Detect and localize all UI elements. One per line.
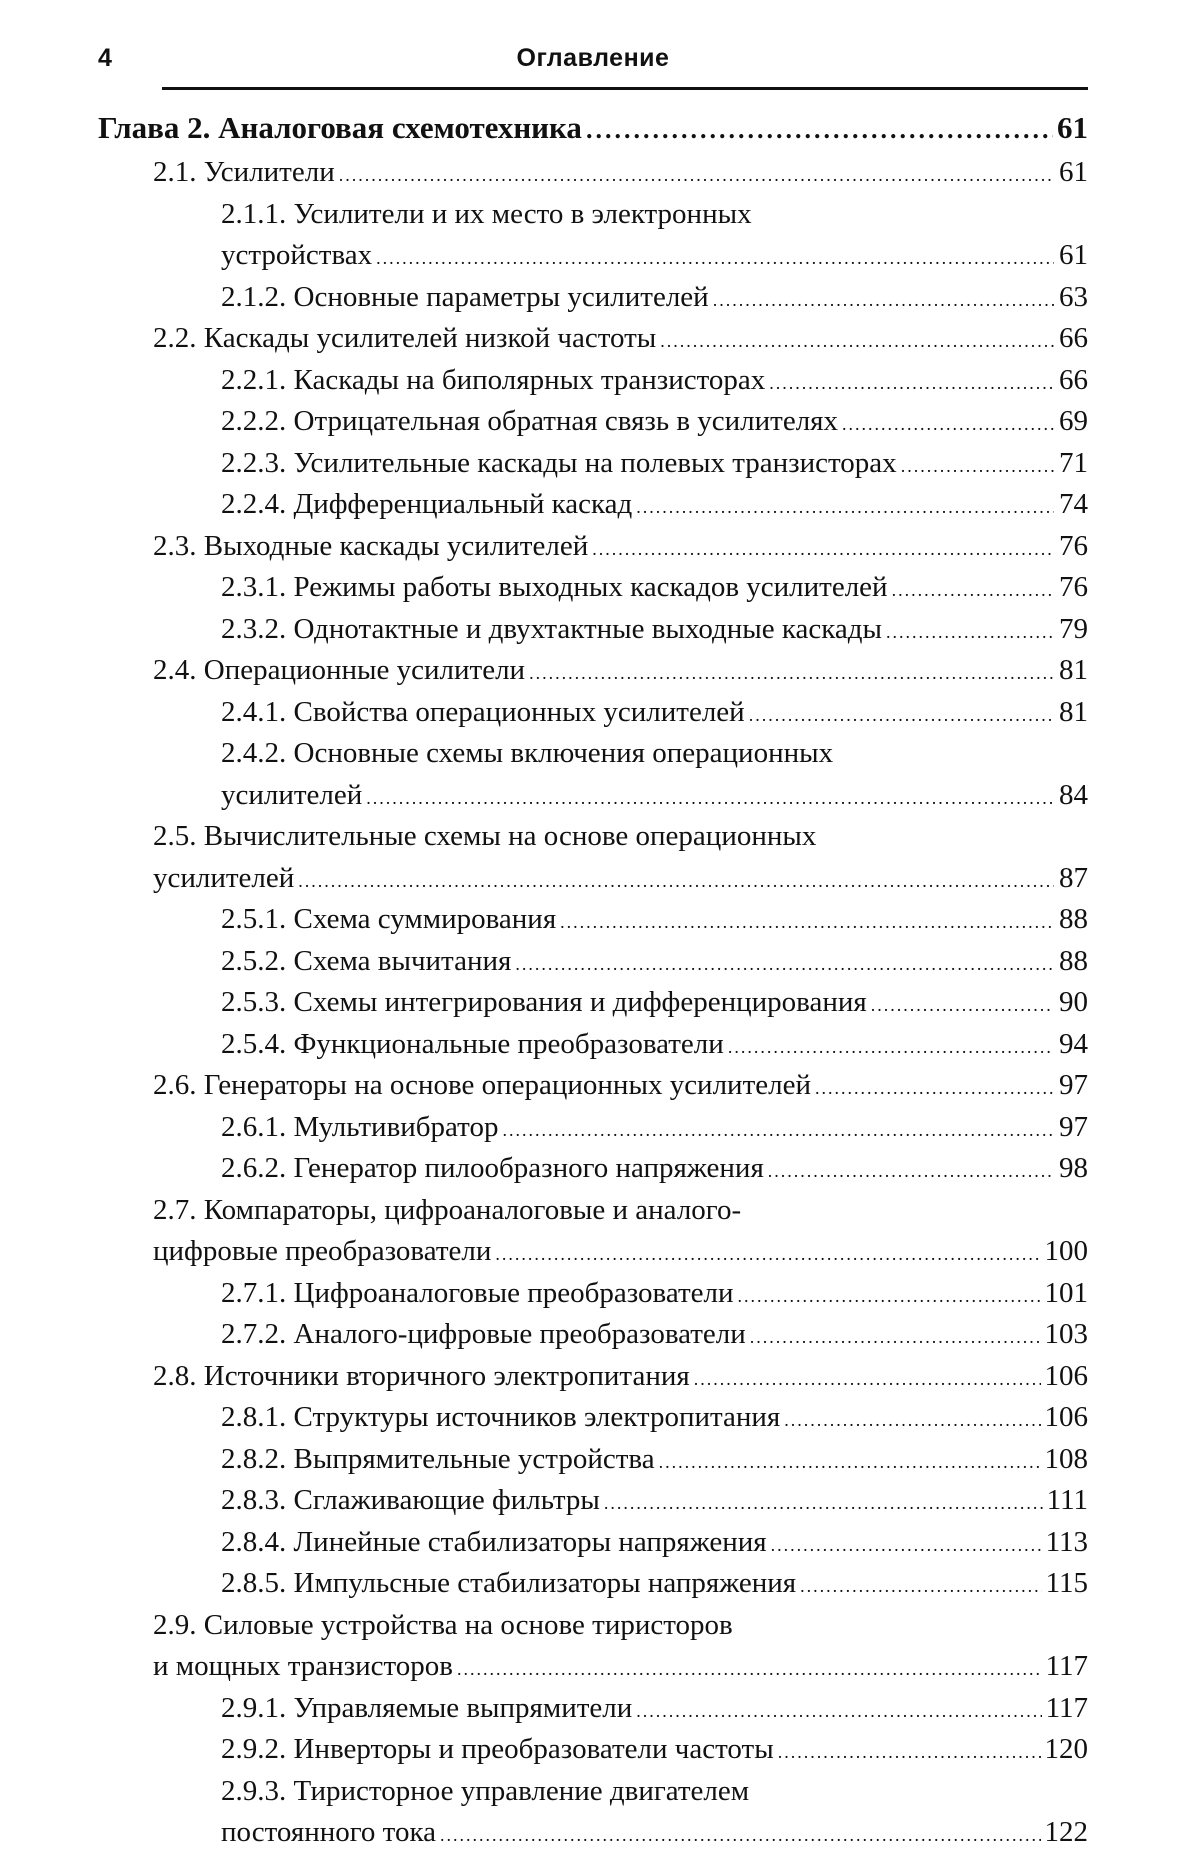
toc-page-number: 106 xyxy=(1045,1356,1089,1398)
toc-entry-label: 2.6.1. Мультивибратор xyxy=(221,1107,498,1149)
toc-page-number: 74 xyxy=(1058,484,1088,526)
toc-page-number: 66 xyxy=(1058,360,1088,402)
toc-page-number: 103 xyxy=(1045,1314,1089,1356)
toc-entry-label: Глава 2. Аналоговая схемотехника xyxy=(98,104,582,152)
toc-entry-label: 2.7.2. Аналого-цифровые преобразователи xyxy=(221,1314,746,1356)
toc-chapter-entry xyxy=(98,104,1088,152)
toc-page-number: 87 xyxy=(1058,858,1088,900)
toc-page-number: 122 xyxy=(1045,1812,1089,1854)
dot-leader xyxy=(778,1729,1041,1774)
dot-leader xyxy=(694,1356,1041,1401)
toc-entry xyxy=(98,277,1088,319)
toc-page-number: 113 xyxy=(1046,1522,1088,1564)
toc-entry xyxy=(98,1563,1088,1605)
toc-page-number: 106 xyxy=(1045,1397,1089,1439)
dot-leader xyxy=(339,152,1054,197)
dot-leader xyxy=(366,775,1054,820)
dot-leader xyxy=(769,360,1054,405)
toc-entry xyxy=(98,1605,1088,1647)
toc-entry xyxy=(98,1729,1088,1771)
toc-entry-label: 2.1.1. Усилители и их место в электронных xyxy=(221,194,752,236)
toc-page-number: 84 xyxy=(1058,775,1088,817)
dot-leader xyxy=(502,1107,1054,1152)
toc-entry-label: 2.2.4. Дифференциальный каскад xyxy=(221,484,632,526)
toc-entry-label: 2.9.2. Инверторы и преобразователи частоты xyxy=(221,1729,774,1771)
toc-page-number: 69 xyxy=(1058,401,1088,443)
header-rule xyxy=(162,87,1088,90)
toc-page-number: 90 xyxy=(1058,982,1088,1024)
dot-leader xyxy=(713,277,1054,322)
toc-entry xyxy=(98,1439,1088,1481)
toc-entry-label: 2.6.2. Генератор пилообразного напряжения xyxy=(221,1148,764,1190)
dot-leader xyxy=(749,692,1054,737)
toc-entry-label: 2.8.2. Выпрямительные устройства xyxy=(221,1439,655,1481)
toc-entry-label: 2.3. Выходные каскады усилителей xyxy=(153,526,588,568)
toc-entry-label: 2.8.4. Линейные стабилизаторы напряжения xyxy=(221,1522,767,1564)
toc-entry-label: усилителей xyxy=(153,858,294,900)
dot-leader xyxy=(750,1314,1041,1359)
dot-leader xyxy=(529,650,1054,695)
dot-leader xyxy=(495,1231,1040,1276)
toc-page-number: 81 xyxy=(1058,692,1088,734)
dot-leader xyxy=(800,1563,1041,1608)
toc-entry xyxy=(98,1356,1088,1398)
toc-page-number: 66 xyxy=(1058,318,1088,360)
toc-entry xyxy=(98,609,1088,651)
toc-entry-label: 2.5.2. Схема вычитания xyxy=(221,941,511,983)
toc-entry xyxy=(98,1190,1088,1232)
toc-entry-label: 2.1. Усилители xyxy=(153,152,335,194)
toc-entry-label: 2.2.3. Усилительные каскады на полевых транзисторах xyxy=(221,443,897,485)
toc-entry xyxy=(98,775,1088,817)
running-title: Оглавление xyxy=(98,44,1088,73)
toc-page-number: 61 xyxy=(1058,152,1088,194)
toc-entry-label: 2.4.2. Основные схемы включения операционных xyxy=(221,733,833,775)
dot-leader xyxy=(892,567,1054,612)
dot-leader xyxy=(768,1148,1054,1193)
toc-entry xyxy=(98,1314,1088,1356)
toc-entry-label: 2.9. Силовые устройства на основе тиристоров xyxy=(153,1605,733,1647)
dot-leader xyxy=(737,1273,1040,1318)
toc-entry xyxy=(98,1397,1088,1439)
toc-page-number: 61 xyxy=(1057,104,1088,152)
toc-entry-label: 2.7.1. Цифроаналоговые преобразователи xyxy=(221,1273,733,1315)
dot-leader xyxy=(660,318,1054,363)
toc-entry-label: 2.3.2. Однотактные и двухтактные выходные каскады xyxy=(221,609,882,651)
toc-entry-label: 2.2.2. Отрицательная обратная связь в усилителях xyxy=(221,401,838,443)
toc-entry-label: 2.1.2. Основные параметры усилителей xyxy=(221,277,709,319)
dot-leader xyxy=(886,609,1054,654)
toc-entry xyxy=(98,1480,1088,1522)
table-of-contents xyxy=(98,104,1088,1854)
toc-entry-label: 2.9.1. Управляемые выпрямители xyxy=(221,1688,632,1730)
dot-leader xyxy=(901,443,1054,488)
dot-leader xyxy=(604,1480,1043,1525)
toc-entry-label: 2.5.1. Схема суммирования xyxy=(221,899,556,941)
toc-page-number: 71 xyxy=(1058,443,1088,485)
toc-page-number: 97 xyxy=(1058,1065,1088,1107)
toc-page-number: 115 xyxy=(1046,1563,1088,1605)
toc-entry-label: 2.2.1. Каскады на биполярных транзисторах xyxy=(221,360,765,402)
toc-entry-label: и мощных транзисторов xyxy=(153,1646,453,1688)
dot-leader xyxy=(457,1646,1042,1691)
toc-page-number: 101 xyxy=(1045,1273,1089,1315)
toc-page-number: 117 xyxy=(1046,1646,1088,1688)
toc-entry-label: 2.7. Компараторы, цифроаналоговые и аналого- xyxy=(153,1190,741,1232)
dot-leader xyxy=(842,401,1054,446)
toc-entry xyxy=(98,1522,1088,1564)
toc-entry xyxy=(98,650,1088,692)
toc-entry xyxy=(98,484,1088,526)
toc-page-number: 88 xyxy=(1058,941,1088,983)
toc-entry-label: 2.8.3. Сглаживающие фильтры xyxy=(221,1480,600,1522)
dot-leader xyxy=(592,526,1054,571)
toc-entry xyxy=(98,1812,1088,1854)
toc-entry xyxy=(98,899,1088,941)
toc-entry xyxy=(98,941,1088,983)
toc-entry-label: 2.8.5. Импульсные стабилизаторы напряжения xyxy=(221,1563,796,1605)
toc-entry-label: 2.5.3. Схемы интегрирования и дифференцирования xyxy=(221,982,867,1024)
toc-entry xyxy=(98,1771,1088,1813)
dot-leader xyxy=(815,1065,1054,1110)
dot-leader xyxy=(586,104,1053,154)
dot-leader xyxy=(298,858,1054,903)
toc-entry xyxy=(98,733,1088,775)
toc-entry xyxy=(98,1107,1088,1149)
dot-leader xyxy=(376,235,1054,280)
toc-entry xyxy=(98,858,1088,900)
toc-entry xyxy=(98,567,1088,609)
dot-leader xyxy=(560,899,1054,944)
toc-entry xyxy=(98,194,1088,236)
toc-page-number: 61 xyxy=(1058,235,1088,277)
toc-entry-label: постоянного тока xyxy=(221,1812,436,1854)
toc-entry-label: 2.8.1. Структуры источников электропитания xyxy=(221,1397,780,1439)
toc-page-number: 97 xyxy=(1058,1107,1088,1149)
toc-page-number: 111 xyxy=(1047,1480,1088,1522)
dot-leader xyxy=(784,1397,1040,1442)
toc-entry xyxy=(98,318,1088,360)
toc-page-number: 76 xyxy=(1058,526,1088,568)
toc-entry xyxy=(98,152,1088,194)
toc-entry xyxy=(98,1273,1088,1315)
toc-entry xyxy=(98,1231,1088,1273)
toc-entry xyxy=(98,1148,1088,1190)
dot-leader xyxy=(440,1812,1041,1857)
toc-entry xyxy=(98,1065,1088,1107)
toc-entry-label: 2.8. Источники вторичного электропитания xyxy=(153,1356,690,1398)
page-number: 4 xyxy=(98,44,112,73)
toc-entry-label: усилителей xyxy=(221,775,362,817)
toc-entry-label: 2.3.1. Режимы работы выходных каскадов усилителей xyxy=(221,567,888,609)
toc-entry-label: 2.5.4. Функциональные преобразователи xyxy=(221,1024,724,1066)
toc-page-number: 100 xyxy=(1045,1231,1089,1273)
toc-entry-label: 2.9.3. Тиристорное управление двигателем xyxy=(221,1771,749,1813)
toc-page-number: 117 xyxy=(1046,1688,1088,1730)
toc-entry xyxy=(98,692,1088,734)
toc-page-number: 120 xyxy=(1045,1729,1089,1771)
toc-entry xyxy=(98,401,1088,443)
document-page xyxy=(0,0,1200,1858)
toc-entry-label: 2.2. Каскады усилителей низкой частоты xyxy=(153,318,656,360)
dot-leader xyxy=(771,1522,1042,1567)
toc-page-number: 63 xyxy=(1058,277,1088,319)
toc-entry xyxy=(98,1024,1088,1066)
toc-page-number: 98 xyxy=(1058,1148,1088,1190)
running-header xyxy=(98,44,1088,84)
toc-entry-label: 2.6. Генераторы на основе операционных усилителей xyxy=(153,1065,811,1107)
toc-page-number: 76 xyxy=(1058,567,1088,609)
dot-leader xyxy=(515,941,1054,986)
toc-entry xyxy=(98,816,1088,858)
dot-leader xyxy=(728,1024,1054,1069)
toc-entry xyxy=(98,526,1088,568)
dot-leader xyxy=(659,1439,1041,1484)
toc-entry-label: 2.4.1. Свойства операционных усилителей xyxy=(221,692,745,734)
toc-entry-label: цифровые преобразователи xyxy=(153,1231,491,1273)
toc-entry xyxy=(98,1688,1088,1730)
toc-page-number: 79 xyxy=(1058,609,1088,651)
toc-entry-label: устройствах xyxy=(221,235,372,277)
dot-leader xyxy=(636,484,1054,529)
toc-page-number: 94 xyxy=(1058,1024,1088,1066)
toc-page-number: 88 xyxy=(1058,899,1088,941)
toc-entry xyxy=(98,360,1088,402)
toc-entry xyxy=(98,982,1088,1024)
toc-page-number: 81 xyxy=(1058,650,1088,692)
toc-entry xyxy=(98,443,1088,485)
toc-entry-label: 2.4. Операционные усилители xyxy=(153,650,525,692)
dot-leader xyxy=(871,982,1054,1027)
toc-entry-label: 2.5. Вычислительные схемы на основе операционных xyxy=(153,816,816,858)
toc-entry xyxy=(98,235,1088,277)
toc-page-number: 108 xyxy=(1045,1439,1089,1481)
toc-entry xyxy=(98,1646,1088,1688)
dot-leader xyxy=(636,1688,1041,1733)
